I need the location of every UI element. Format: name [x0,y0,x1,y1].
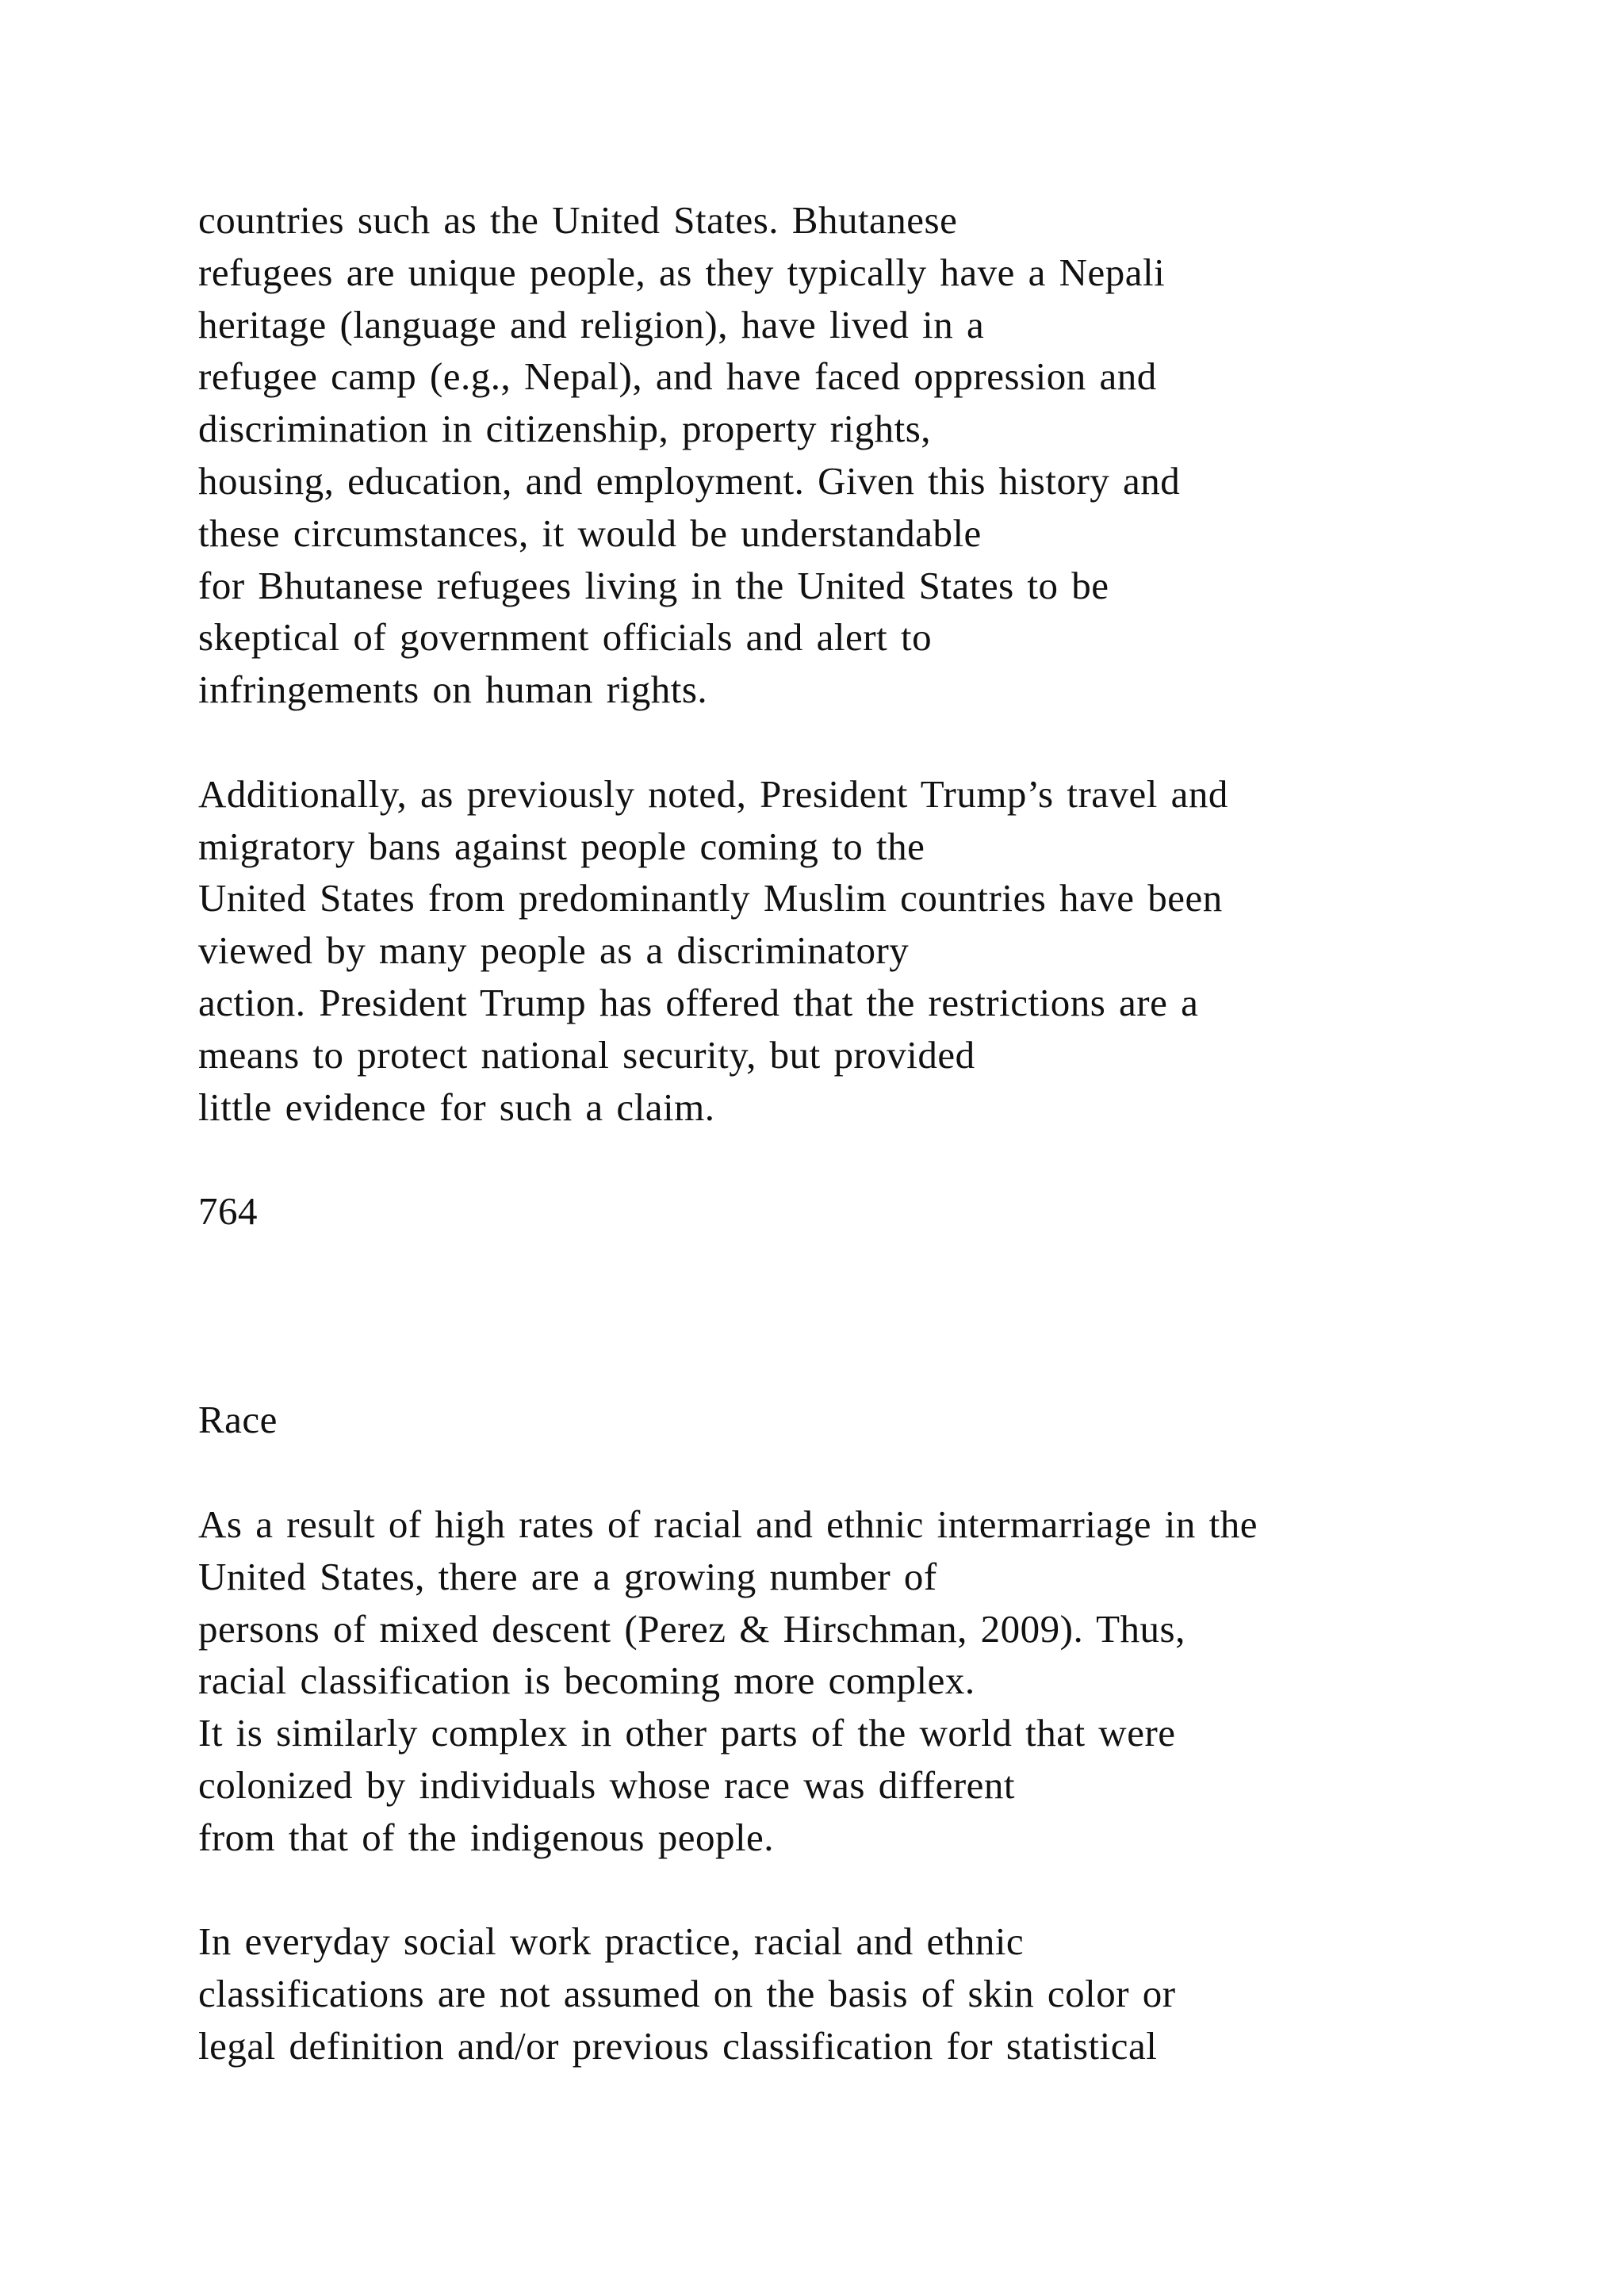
text-line: discrimination in citizenship, property rights, [198,407,932,451]
paragraph-travel-bans [198,768,1546,1134]
document-body [198,194,1546,2072]
text-line: racial classification is becoming more complex. [198,1659,975,1703]
text-line: action. President Trump has offered that the restrictions are a [198,980,1199,1024]
text-line: viewed by many people as a discriminatory [198,928,910,973]
text-line: little evidence for such a claim. [198,1085,715,1129]
text-line: legal definition and/or previous classification for statistical [198,2023,1158,2068]
text-line: United States from predominantly Muslim countries have been [198,876,1223,920]
text-line: countries such as the United States. Bhutanese [198,198,958,242]
text-line: from that of the indigenous people. [198,1815,775,1859]
text-line: for Bhutanese refugees living in the United States to be [198,563,1109,607]
text-line: Additionally, as previously noted, President Trump’s travel and [198,771,1228,816]
section-heading [198,1394,1546,1446]
text-line: As a result of high rates of racial and ethnic intermarriage in the [198,1502,1258,1546]
text-line: skeptical of government officials and alert to [198,615,933,660]
page-number-text: 764 [198,1189,258,1234]
paragraph-intermarriage [198,1498,1546,1864]
text-line: classifications are not assumed on the basis of skin color or [198,1972,1176,2016]
paragraph-spacer [198,1133,1546,1185]
text-line: persons of mixed descent (Perez & Hirschman, 2009). Thus, [198,1606,1185,1651]
paragraph-spacer [198,1446,1546,1498]
text-line: colonized by individuals whose race was different [198,1762,1016,1807]
paragraph-social-work-practice [198,1915,1546,2072]
text-line: heritage (language and religion), have lived in a [198,302,985,346]
paragraph-spacer [198,1864,1546,1916]
text-line: means to protect national security, but provided [198,1032,975,1077]
text-line: United States, there are a growing number of [198,1554,937,1598]
text-line: migratory bans against people coming to the [198,824,925,868]
text-line: In everyday social work practice, racial and ethnic [198,1919,1025,1964]
section-heading-text: Race [198,1398,278,1442]
text-line: refugees are unique people, as they typically have a Nepali [198,250,1166,294]
text-line: these circumstances, it would be understandable [198,511,982,555]
text-line: infringements on human rights. [198,668,708,712]
paragraph-spacer [198,716,1546,768]
page-number [198,1185,1546,1238]
section-spacer [198,1238,1546,1394]
text-line: housing, education, and employment. Given this history and [198,458,1181,503]
text-line: It is similarly complex in other parts of the world that were [198,1711,1176,1755]
text-line: refugee camp (e.g., Nepal), and have faced oppression and [198,354,1157,399]
paragraph-bhutanese-refugees [198,194,1546,716]
